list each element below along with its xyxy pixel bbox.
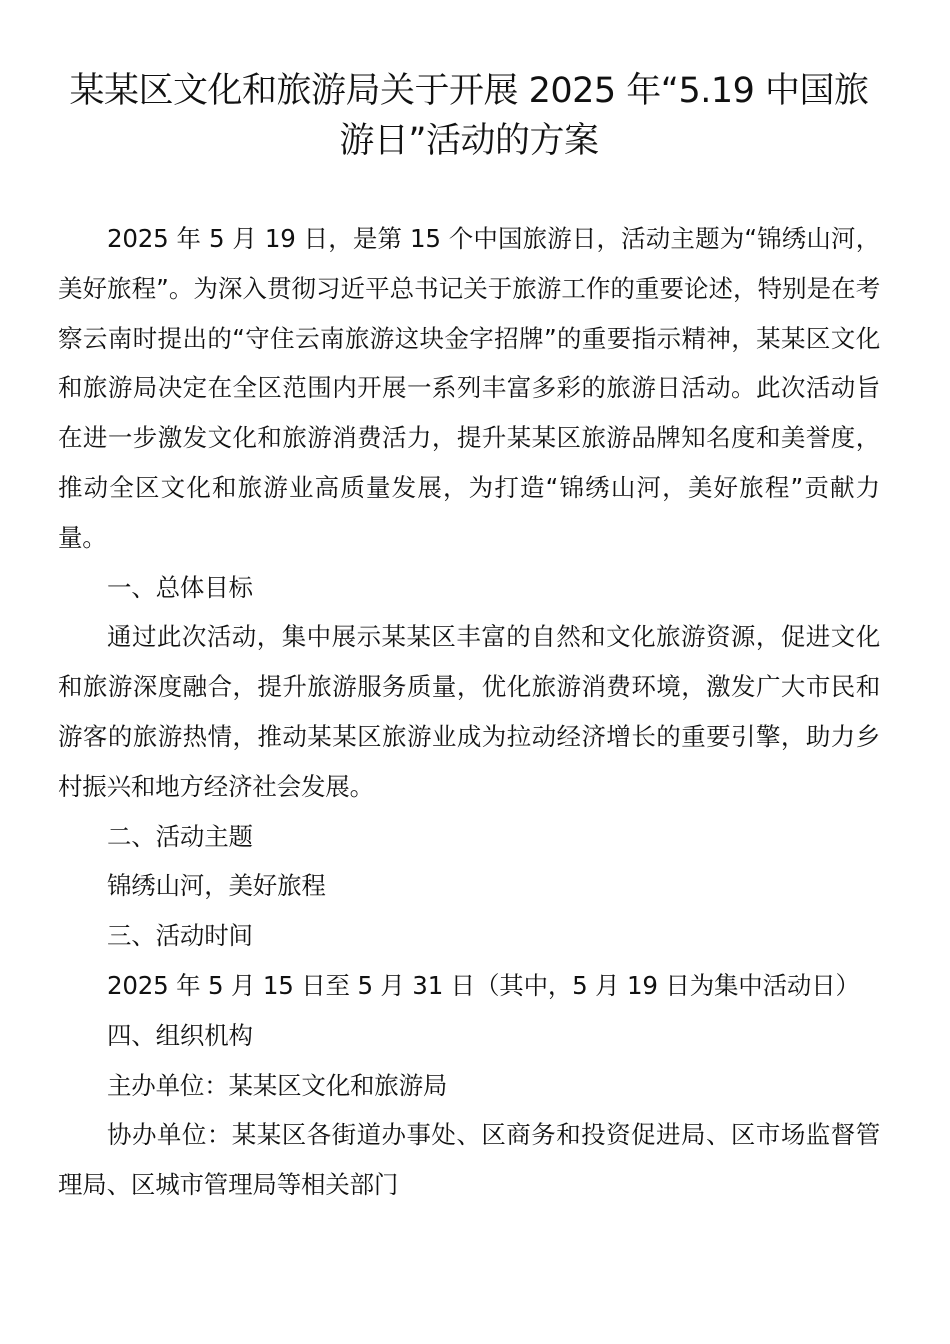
section3-heading: 三、活动时间 [107, 921, 253, 951]
cohost-unit-paragraph: 协办单位：某某区各街道办事处、区商务和投资促进局、区市场监督管理局、区城市管理局等相关部门 [58, 1120, 880, 1200]
section1-paragraph: 通过此次活动，集中展示某某区丰富的自然和文化旅游资源，促进文化和旅游深度融合，提升旅游服务质量，优化旅游消费环境，激发广大市民和游客的旅游热情，推动某某区旅游业成为拉动经济增长的重要引擎，助力乡村振兴和地方经济社会发展。 [58, 622, 880, 801]
section4-heading: 四、组织机构 [107, 1020, 253, 1050]
section1-heading: 一、总体目标 [107, 572, 253, 602]
section3-paragraph: 2025 年 5 月 15 日至 5 月 31 日（其中，5 月 19 日为集中活动日） [107, 970, 860, 1000]
section2-heading: 二、活动主题 [107, 821, 253, 851]
section2-paragraph: 锦绣山河，美好旅程 [107, 871, 326, 901]
document-page [58, 66, 880, 1210]
intro-paragraph: 2025 年 5 月 19 日，是第 15 个中国旅游日，活动主题为“锦绣山河，美好旅程”。为深入贯彻习近平总书记关于旅游工作的重要论述，特别是在考察云南时提出的“守住云南旅游这块金字招牌”的重要指示精神，某某区文化和旅游局决定在全区范围内开展一系列丰富多彩的旅游日活动。此次活动旨在进一步激发文化和旅游消费活力，提升某某区旅游品牌知名度和美誉度，推动全区文化和旅游业高质量发展，为打造“锦绣山河，美好旅程”贡献力量。 [58, 224, 880, 552]
document-body [58, 214, 880, 1210]
document-title: 某某区文化和旅游局关于开展 2025 年“5.19 中国旅游日”活动的方案 [69, 71, 869, 161]
host-unit-paragraph: 主办单位：某某区文化和旅游局 [107, 1070, 448, 1100]
